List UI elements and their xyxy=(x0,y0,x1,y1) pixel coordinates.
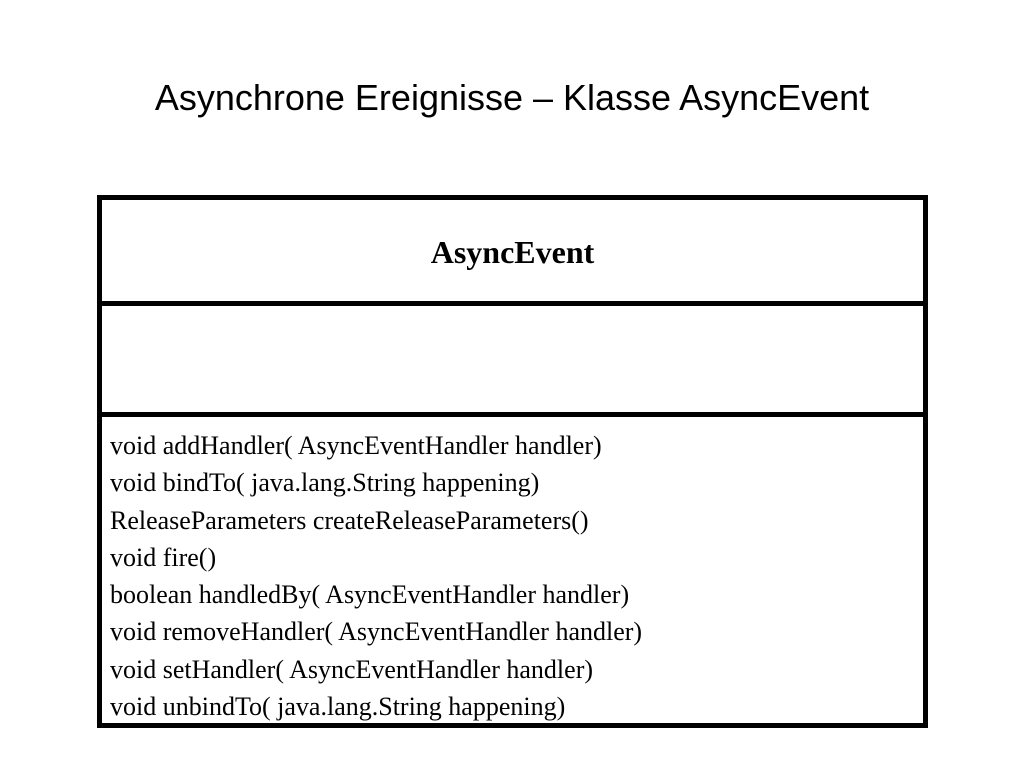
uml-operation: void bindTo( java.lang.String happening) xyxy=(110,468,540,498)
slide-title: Asynchrone Ereignisse – Klasse AsyncEvent xyxy=(154,77,870,118)
uml-class-box xyxy=(97,195,928,728)
uml-operation: void addHandler( AsyncEventHandler handler) xyxy=(110,431,602,460)
uml-operation: void removeHandler( AsyncEventHandler handler) xyxy=(110,617,643,647)
uml-operation: void setHandler( AsyncEventHandler handler) xyxy=(110,654,594,684)
uml-class-name: AsyncEvent xyxy=(430,234,595,270)
uml-attributes-compartment xyxy=(102,306,923,417)
uml-operation: ReleaseParameters createReleaseParameters() xyxy=(110,505,589,535)
uml-operation: void fire() xyxy=(110,542,217,572)
uml-operation: void unbindTo( java.lang.String happening) xyxy=(110,692,566,722)
uml-operation: boolean handledBy( AsyncEventHandler handler) xyxy=(110,580,630,610)
uml-class-name-compartment xyxy=(102,200,923,306)
uml-operations-compartment xyxy=(102,417,923,723)
